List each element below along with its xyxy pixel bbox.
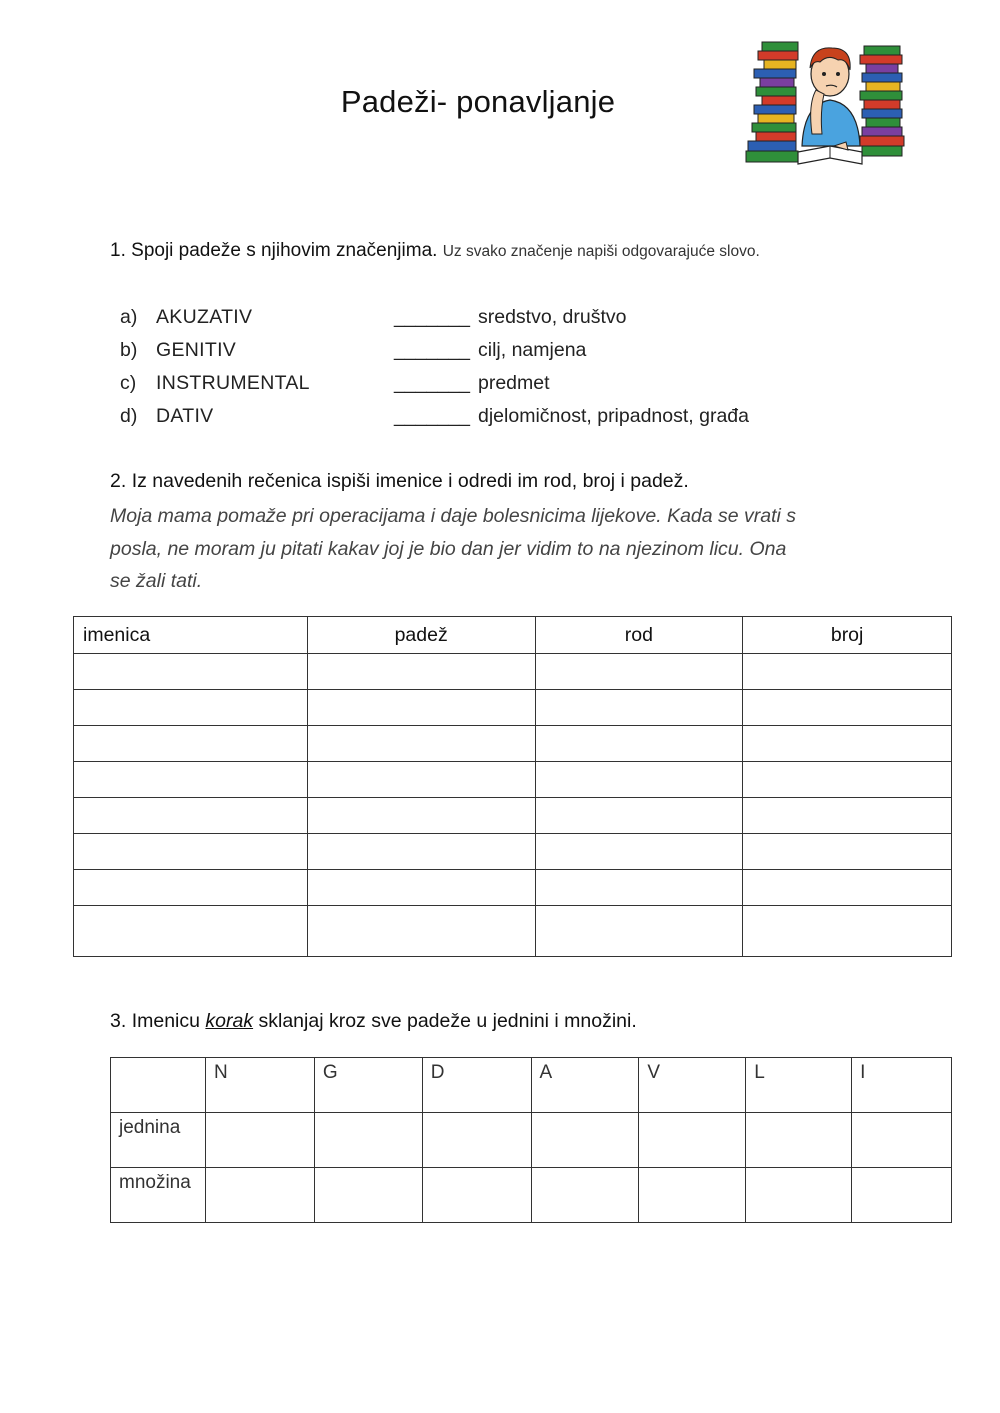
table-cell[interactable] xyxy=(74,762,308,798)
table-row xyxy=(74,654,952,690)
table-cell[interactable] xyxy=(531,1168,639,1223)
question-3-text-before: Imenicu xyxy=(131,1010,200,1032)
table-row xyxy=(74,906,952,957)
passage-line: posla, ne moram ju pitati kakav joj je bio dan jer vidim to na njezinom licu. Ona xyxy=(110,537,787,560)
table-cell[interactable] xyxy=(852,1113,952,1168)
case-header: N xyxy=(205,1058,314,1113)
table-cell[interactable] xyxy=(535,870,743,906)
question-2-heading xyxy=(110,470,689,493)
matching-row xyxy=(120,335,749,368)
case-header: L xyxy=(746,1058,852,1113)
table-cell[interactable] xyxy=(743,834,952,870)
case-header: I xyxy=(852,1058,952,1113)
question-3-text-after: sklanjaj kroz sve padeže u jednini i množini. xyxy=(258,1010,637,1032)
case-meaning: sredstvo, društvo xyxy=(478,306,627,328)
table-row xyxy=(74,690,952,726)
header-imenica: imenica xyxy=(74,617,308,654)
answer-blank[interactable]: _______ xyxy=(394,372,470,394)
table-cell[interactable] xyxy=(535,690,743,726)
table-cell[interactable] xyxy=(307,798,535,834)
table-cell[interactable] xyxy=(307,906,535,957)
table-cell[interactable] xyxy=(205,1113,314,1168)
page-title: Padeži- ponavljanje xyxy=(340,84,616,119)
question-2-text: Iz navedenih rečenica ispiši imenice i odredi im rod, broj i padež. xyxy=(131,470,689,492)
item-letter: b) xyxy=(120,339,138,361)
item-letter: d) xyxy=(120,405,138,427)
table-cell[interactable] xyxy=(743,690,952,726)
plural-row xyxy=(111,1168,952,1223)
case-meaning: cilj, namjena xyxy=(478,339,587,361)
row-label-mnozina: množina xyxy=(111,1168,206,1223)
case-name: INSTRUMENTAL xyxy=(156,372,310,394)
table-cell[interactable] xyxy=(74,834,308,870)
table-cell[interactable] xyxy=(743,798,952,834)
table-cell[interactable] xyxy=(74,726,308,762)
case-meaning: predmet xyxy=(478,372,550,394)
corner-cell xyxy=(111,1058,206,1113)
case-header: G xyxy=(314,1058,422,1113)
table-row xyxy=(74,726,952,762)
item-letter: c) xyxy=(120,372,137,394)
table-cell[interactable] xyxy=(639,1113,746,1168)
table-cell[interactable] xyxy=(535,906,743,957)
table-cell[interactable] xyxy=(535,654,743,690)
table-cell[interactable] xyxy=(74,690,308,726)
answer-blank[interactable]: _______ xyxy=(394,339,470,361)
table-cell[interactable] xyxy=(852,1168,952,1223)
declension-table xyxy=(110,1057,952,1223)
answer-blank[interactable]: _______ xyxy=(394,405,470,427)
singular-row xyxy=(111,1113,952,1168)
table-cell[interactable] xyxy=(307,654,535,690)
matching-row xyxy=(120,302,749,335)
table-cell[interactable] xyxy=(639,1168,746,1223)
case-header: V xyxy=(639,1058,746,1113)
table-cell[interactable] xyxy=(314,1113,422,1168)
table-cell[interactable] xyxy=(743,762,952,798)
table-row xyxy=(74,798,952,834)
case-name: DATIV xyxy=(156,405,214,427)
table-cell[interactable] xyxy=(74,798,308,834)
table-header-row xyxy=(74,617,952,654)
table-cell[interactable] xyxy=(743,654,952,690)
question-1-instruction: Uz svako značenje napiši odgovarajuće slovo. xyxy=(442,243,760,260)
case-name: GENITIV xyxy=(156,339,237,361)
item-letter: a) xyxy=(120,306,138,328)
question-2-passage xyxy=(110,500,870,598)
case-header: A xyxy=(531,1058,639,1113)
student-figure xyxy=(802,48,860,146)
header-padez: padež xyxy=(307,617,535,654)
table-cell[interactable] xyxy=(307,690,535,726)
table-cell[interactable] xyxy=(531,1113,639,1168)
table-cell[interactable] xyxy=(743,726,952,762)
matching-list xyxy=(120,302,749,434)
table-row xyxy=(74,834,952,870)
table-cell[interactable] xyxy=(743,906,952,957)
table-cell[interactable] xyxy=(314,1168,422,1223)
header-rod: rod xyxy=(535,617,743,654)
left-book-stack xyxy=(746,42,798,162)
case-name: AKUZATIV xyxy=(156,306,253,328)
table-cell[interactable] xyxy=(307,762,535,798)
row-label-jednina: jednina xyxy=(111,1113,206,1168)
table-cell[interactable] xyxy=(74,906,308,957)
table-cell[interactable] xyxy=(743,870,952,906)
table-cell[interactable] xyxy=(535,762,743,798)
case-meaning: djelomičnost, pripadnost, građa xyxy=(478,405,749,427)
question-1-number: 1. xyxy=(110,240,126,261)
question-2-number: 2. xyxy=(110,470,127,492)
question-3-number: 3. xyxy=(110,1010,127,1032)
table-cell[interactable] xyxy=(535,726,743,762)
table-cell[interactable] xyxy=(535,834,743,870)
table-cell[interactable] xyxy=(307,834,535,870)
table-cell[interactable] xyxy=(535,798,743,834)
student-with-books-illustration xyxy=(742,34,912,174)
table-row xyxy=(74,870,952,906)
table-cell[interactable] xyxy=(746,1113,852,1168)
table-cell[interactable] xyxy=(74,654,308,690)
matching-row xyxy=(120,401,749,434)
case-header-row xyxy=(111,1058,952,1113)
table-cell[interactable] xyxy=(422,1168,531,1223)
answer-blank[interactable]: _______ xyxy=(394,306,470,328)
header-broj: broj xyxy=(743,617,952,654)
right-book-stack xyxy=(860,46,904,156)
question-1-heading xyxy=(110,240,760,262)
passage-line: Moja mama pomaže pri operacijama i daje bolesnicima lijekove. Kada se vrati s xyxy=(110,505,797,527)
table-cell[interactable] xyxy=(307,726,535,762)
table-cell[interactable] xyxy=(746,1168,852,1223)
table-row xyxy=(74,762,952,798)
noun-analysis-table xyxy=(73,616,952,957)
table-cell[interactable] xyxy=(422,1113,531,1168)
question-1-text: Spoji padeže s njihovim značenjima. xyxy=(131,240,438,261)
table-cell[interactable] xyxy=(74,870,308,906)
question-3-heading xyxy=(110,1010,637,1033)
case-header: D xyxy=(422,1058,531,1113)
table-cell[interactable] xyxy=(307,870,535,906)
question-3-word: korak xyxy=(205,1010,254,1032)
table-cell[interactable] xyxy=(205,1168,314,1223)
passage-line: se žali tati. xyxy=(110,570,203,592)
matching-row xyxy=(120,368,749,401)
